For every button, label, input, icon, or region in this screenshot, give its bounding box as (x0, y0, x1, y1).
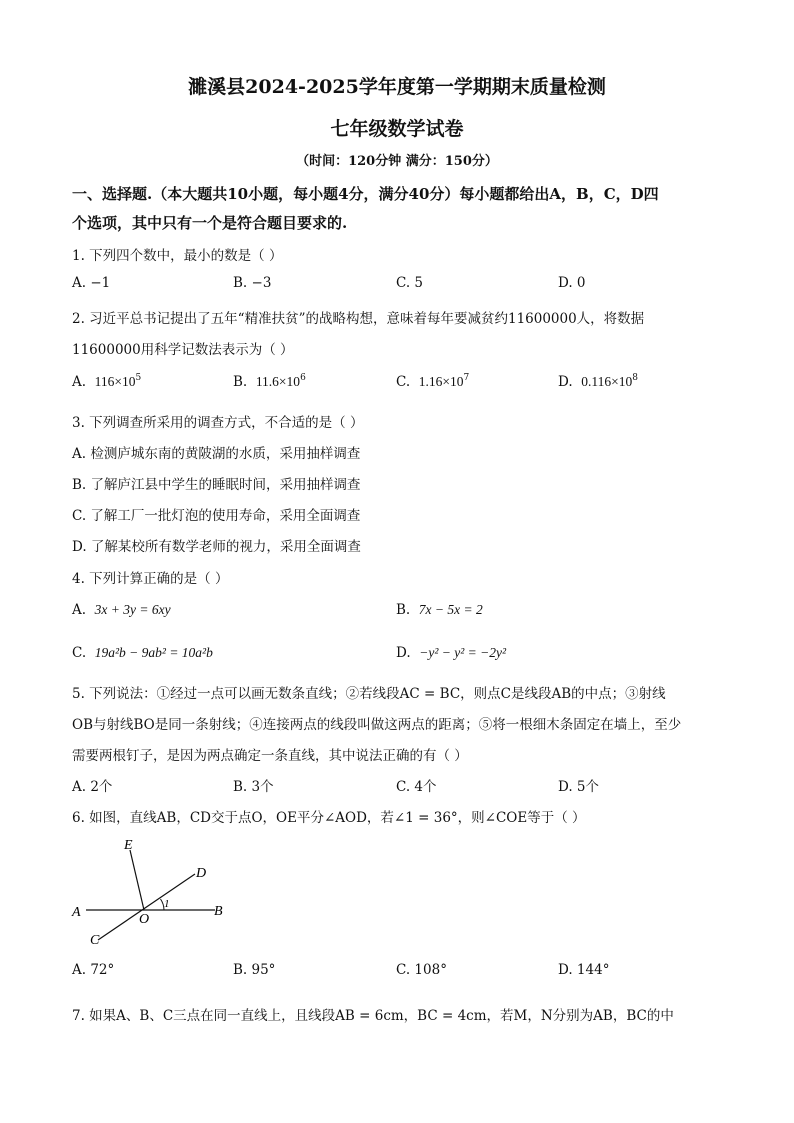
q6-option-b: B. 95° (233, 962, 276, 978)
q3-option-d: D. 了解某校所有数学老师的视力，采用全面调查 (72, 539, 361, 555)
question-7-line1: 7. 如果A、B、C三点在同一直线上，且线段AB = 6cm，BC = 4cm，若M，N分别为AB，BC的中 (72, 1008, 674, 1024)
q3-option-b: B. 了解庐江县中学生的睡眠时间，采用抽样调查 (72, 477, 361, 493)
q3-option-a: A. 检测庐城东南的黄陂湖的水质，采用抽样调查 (72, 446, 361, 462)
label-o: O (139, 912, 150, 927)
label-d: D (196, 866, 207, 881)
q1-option-c: C. 5 (396, 275, 424, 291)
q4-option-b: B. 7x − 5x = 2 (396, 602, 483, 618)
line-cd (98, 874, 195, 940)
q6-option-a: A. 72° (72, 962, 115, 978)
question-5-line1: 5. 下列说法：①经过一点可以画无数条直线；②若线段AC = BC，则点C是线段AB的中点；③射线 (72, 686, 666, 702)
q4-option-d: D. −y² − y² = −2y² (396, 645, 507, 661)
question-5-line2: OB与射线BO是同一条射线；④连接两点的线段叫做这两点的距离；⑤将一根细木条固定在墙上，至少 (72, 717, 682, 733)
section-heading-line2: 个选项，其中只有一个是符合题目要求的. (72, 214, 348, 232)
label-a: A (72, 905, 81, 920)
time-info: （时间：120分钟 满分：150分） (296, 154, 498, 169)
label-angle-1: 1 (164, 898, 170, 910)
question-4-stem: 4. 下列计算正确的是（ ） (72, 571, 229, 587)
question-2-line2: 11600000用科学记数法表示为（ ） (72, 342, 294, 358)
q2-option-c: C. $1.16\times 10^7$ (396, 373, 470, 390)
q2-option-a: A. $116\times 10^5$ (72, 373, 142, 390)
q4-option-c: C. 19a²b − 9ab² = 10a²b (72, 645, 213, 661)
question-2-line1: 2. 习近平总书记提出了五年“精准扶贫”的战略构想，意味着每年要减贫约11600000人，将数据 (72, 311, 645, 327)
section-heading-line1: 一、选择题.（本大题共10小题，每小题4分，满分40分）每小题都给出A，B，C，D四 (72, 185, 659, 203)
q1-option-d: D. 0 (558, 275, 586, 291)
ray-oe (130, 850, 144, 910)
q6-option-d: D. 144° (558, 962, 610, 978)
q4-option-a: A. 3x + 3y = 6xy (72, 602, 171, 618)
label-e: E (124, 838, 133, 853)
question-3-stem: 3. 下列调查所采用的调查方式，不合适的是（ ） (72, 415, 364, 431)
q1-option-a: A. −1 (72, 275, 111, 291)
q5-option-a: A. 2个 (72, 779, 113, 795)
label-c: C (90, 933, 100, 948)
q5-option-d: D. 5个 (558, 779, 600, 795)
q6-option-c: C. 108° (396, 962, 447, 978)
q1-option-b: B. −3 (233, 275, 272, 291)
q5-option-b: B. 3个 (233, 779, 274, 795)
q2-option-d: D. $0.116\times 10^8$ (558, 373, 638, 390)
q2-option-b: B. $11.6\times 10^6$ (233, 373, 306, 390)
question-6-stem: 6. 如图，直线AB，CD交于点O，OE平分∠AOD，若∠1 = 36°，则∠COE等于（ ） (72, 810, 586, 826)
question-5-line3: 需要两根钉子，是因为两点确定一条直线，其中说法正确的有（ ） (72, 748, 468, 764)
q5-option-c: C. 4个 (396, 779, 437, 795)
q6-figure (60, 830, 240, 955)
exam-subtitle: 七年级数学试卷 (330, 118, 464, 140)
q3-option-c: C. 了解工厂一批灯泡的使用寿命，采用全面调查 (72, 508, 361, 524)
label-b: B (214, 904, 223, 919)
exam-title: 濉溪县2024-2025学年度第一学期期末质量检测 (188, 76, 606, 98)
question-1-stem: 1. 下列四个数中，最小的数是（ ） (72, 248, 283, 264)
